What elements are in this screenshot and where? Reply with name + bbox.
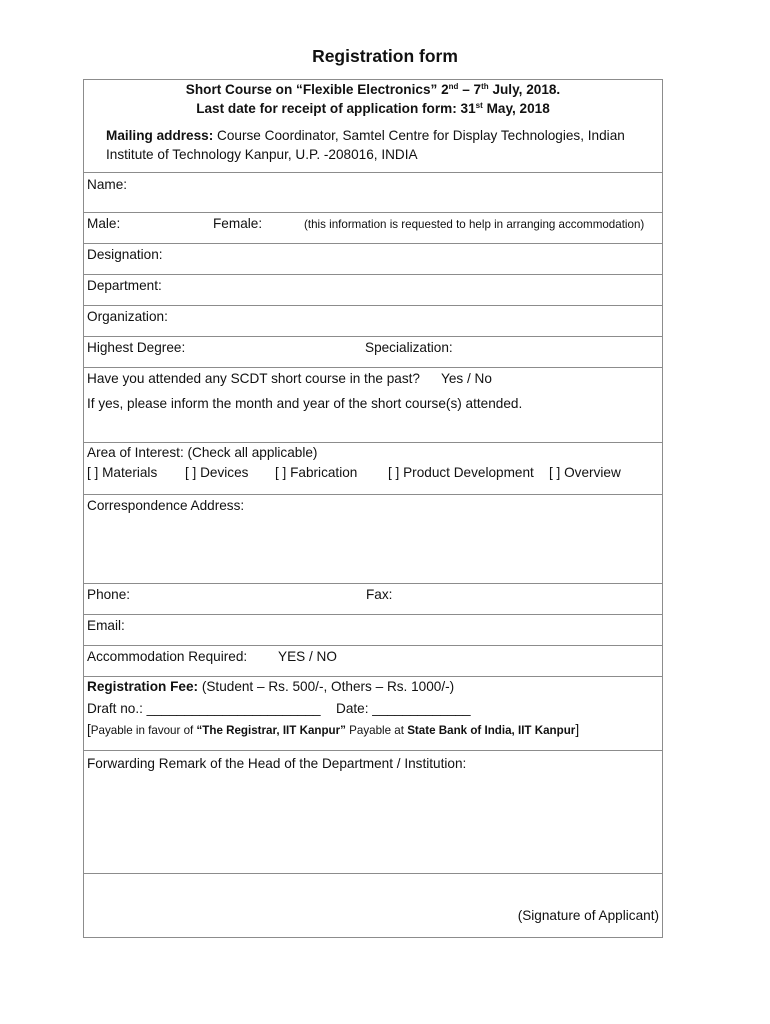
accommodation-field[interactable] bbox=[84, 646, 662, 677]
highest-degree-label: Highest Degree: bbox=[87, 340, 186, 355]
phone-label: Phone: bbox=[87, 587, 131, 602]
female-label: Female: bbox=[213, 216, 263, 231]
forwarding-remark-label: Forwarding Remark of the Head of the Department / Institution: bbox=[87, 756, 467, 771]
organization-field[interactable] bbox=[84, 306, 662, 337]
area-of-interest-field bbox=[84, 443, 662, 495]
correspondence-address-field[interactable] bbox=[84, 495, 662, 584]
registration-fee-field bbox=[84, 677, 662, 751]
name-field[interactable] bbox=[84, 172, 662, 213]
payable-note: [Payable in favour of “The Registrar, IIT Kanpur” Payable at State Bank of India, IIT Kanpur] bbox=[87, 722, 580, 737]
page-title: Registration form bbox=[312, 46, 458, 66]
accommodation-label: Accommodation Required: bbox=[87, 649, 248, 664]
draft-date-field[interactable]: Date: _____________ bbox=[336, 701, 471, 716]
department-field[interactable] bbox=[84, 275, 662, 306]
option-devices[interactable]: [ ] Devices bbox=[185, 465, 249, 480]
correspondence-label: Correspondence Address: bbox=[87, 498, 245, 513]
phone-fax-field[interactable] bbox=[84, 584, 662, 615]
past-course-followup: If yes, please inform the month and year of the short course(s) attended. bbox=[87, 396, 523, 411]
past-course-field[interactable] bbox=[84, 368, 662, 443]
degree-field[interactable] bbox=[84, 337, 662, 368]
email-field[interactable] bbox=[84, 615, 662, 646]
gender-note: (this information is requested to help in arranging accommodation) bbox=[304, 218, 645, 231]
draft-number-field[interactable]: Draft no.: _______________________ bbox=[87, 701, 321, 716]
form-header bbox=[84, 80, 662, 173]
forwarding-remark-field[interactable] bbox=[84, 751, 662, 874]
option-materials[interactable]: [ ] Materials bbox=[87, 465, 158, 480]
accommodation-options[interactable]: YES / NO bbox=[278, 649, 337, 664]
mailing-address-line2: Institute of Technology Kanpur, U.P. -208016, INDIA bbox=[106, 147, 418, 162]
department-label: Department: bbox=[87, 278, 162, 293]
gender-field[interactable] bbox=[84, 213, 662, 244]
email-label: Email: bbox=[87, 618, 125, 633]
mailing-address: Mailing address: Course Coordinator, Samtel Centre for Display Technologies, Indian bbox=[106, 128, 625, 143]
signature-label: (Signature of Applicant) bbox=[517, 908, 659, 923]
signature-field[interactable] bbox=[84, 874, 662, 938]
option-overview[interactable]: [ ] Overview bbox=[549, 465, 621, 480]
registration-fee: Registration Fee: (Student – Rs. 500/-, Others – Rs. 1000/-) bbox=[87, 679, 455, 694]
designation-field[interactable] bbox=[84, 244, 662, 275]
fax-label: Fax: bbox=[366, 587, 393, 602]
registration-form bbox=[83, 79, 663, 938]
deadline-line: Last date for receipt of application form: 31st May, 2018 bbox=[196, 101, 550, 116]
course-title-line: Short Course on “Flexible Electronics” 2nd – 7th July, 2018. bbox=[185, 82, 561, 97]
organization-label: Organization: bbox=[87, 309, 168, 324]
past-course-question: Have you attended any SCDT short course in the past? bbox=[87, 371, 420, 386]
designation-label: Designation: bbox=[87, 247, 163, 262]
specialization-label: Specialization: bbox=[365, 340, 453, 355]
past-course-options[interactable]: Yes / No bbox=[441, 371, 492, 386]
option-fabrication[interactable]: [ ] Fabrication bbox=[275, 465, 358, 480]
male-label: Male: bbox=[87, 216, 121, 231]
name-label: Name: bbox=[87, 177, 128, 192]
area-of-interest-label: Area of Interest: (Check all applicable) bbox=[87, 445, 318, 460]
option-product-development[interactable]: [ ] Product Development bbox=[388, 465, 534, 480]
